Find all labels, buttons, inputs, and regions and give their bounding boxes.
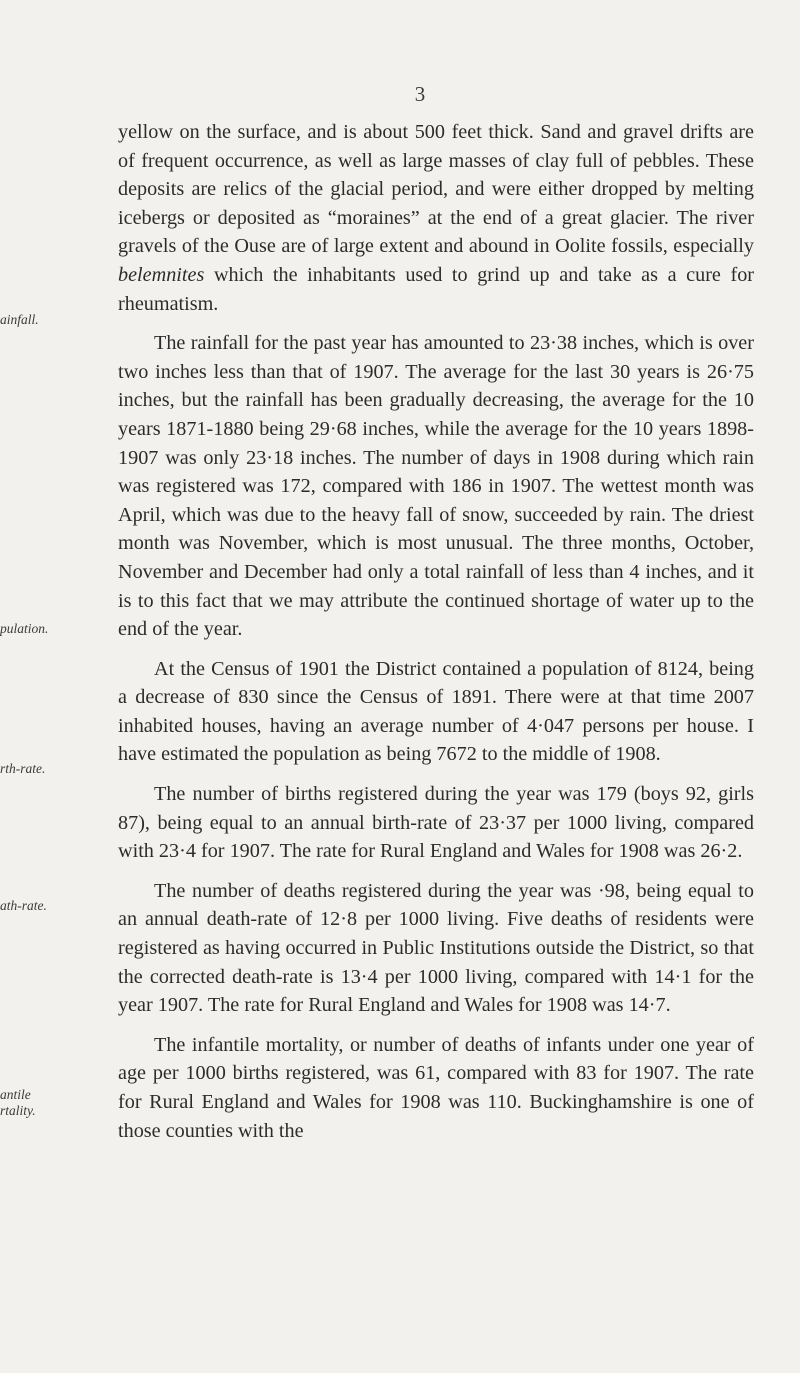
paragraph-population: At the Census of 1901 the District contained a population of 8124, being a decrease of 830 since the Census of 1891. There were at that time 2007 inhabited houses, having an average number of 4·047 persons per house. I have estimated the population as being 7672 to the middle of 1908.	[118, 657, 754, 766]
margin-note-infantile-line2: rtality.	[0, 1103, 36, 1118]
margin-note-birth-rate: rth-rate.	[0, 761, 46, 776]
paragraph-death-rate: The number of deaths registered during the year was ·98, being equal to an annual death-rate of 12·8 per 1000 living. Five deaths of residents were registered as having occurred in Public Institutions outside the District, so that the corrected death-rate is 13·4 per 1000 living, compared with 14·1 for the year 1907. The rate for Rural England and Wales for 1908 was 14·7.	[118, 879, 754, 1017]
paragraph-birth-rate: The number of births registered during the year was 179 (boys 92, girls 87), being equal to an annual birth-rate of 23·37 per 1000 living, compared with 23·4 for 1907. The rate for Rural England and Wales for 1908 was 26·2.	[118, 783, 754, 863]
margin-note-population: pulation.	[0, 621, 49, 636]
margin-note-rainfall: ainfall.	[0, 312, 39, 327]
margin-note-death-rate: ath-rate.	[0, 898, 47, 913]
paragraph-geology	[118, 118, 754, 318]
geology-text-end: which the inhabitants used to grind up and take as a cure for rheumatism.	[118, 263, 755, 315]
margin-note-infantile-line1: antile	[0, 1087, 31, 1102]
paragraph-infantile-mortality: The infantile mortality, or number of deaths of infants under one year of age per 1000 births registered, was 61, compared with 83 for 1907. The rate for Rural England and Wales for 1908 was 110. Buckinghamshire is one of those counties with the	[118, 1033, 754, 1142]
paragraph-rainfall: The rainfall for the past year has amounted to 23·38 inches, which is over two inches less than that of 1907. The average for the last 30 years is 26·75 inches, but the rainfall has been gradually decreasing, the average for the 10 years 1871-1880 being 29·68 inches, while the average for the 10 years 1898-1907 was only 23·18 inches. The number of days in 1908 during which rain was registered was 172, compared with 186 in 1907. The wettest month was April, which was due to the heavy fall of snow, succeeded by rain. The driest month was November, which is most unusual. The three months, October, November and December had only a total rainfall of less than 4 inches, and it is to this fact that we may attribute the continued shortage of water up to the end of the year.	[118, 332, 754, 641]
page-number: 3	[414, 82, 426, 106]
margin-note-infantile-mortality	[0, 1087, 110, 1119]
body-text	[118, 118, 754, 1145]
geology-italic-term: belemnites	[118, 263, 205, 286]
geology-text: yellow on the surface, and is about 500 feet thick. Sand and gravel drifts are of frequent occurrence, as well as large masses of clay full of pebbles. These deposits are relics of the glacial period, and were either dropped by melting icebergs or deposited as “moraines” at the end of a great glacier. The river gravels of the Ouse are of large extent and abound in Oolite fossils, especially	[118, 121, 754, 258]
